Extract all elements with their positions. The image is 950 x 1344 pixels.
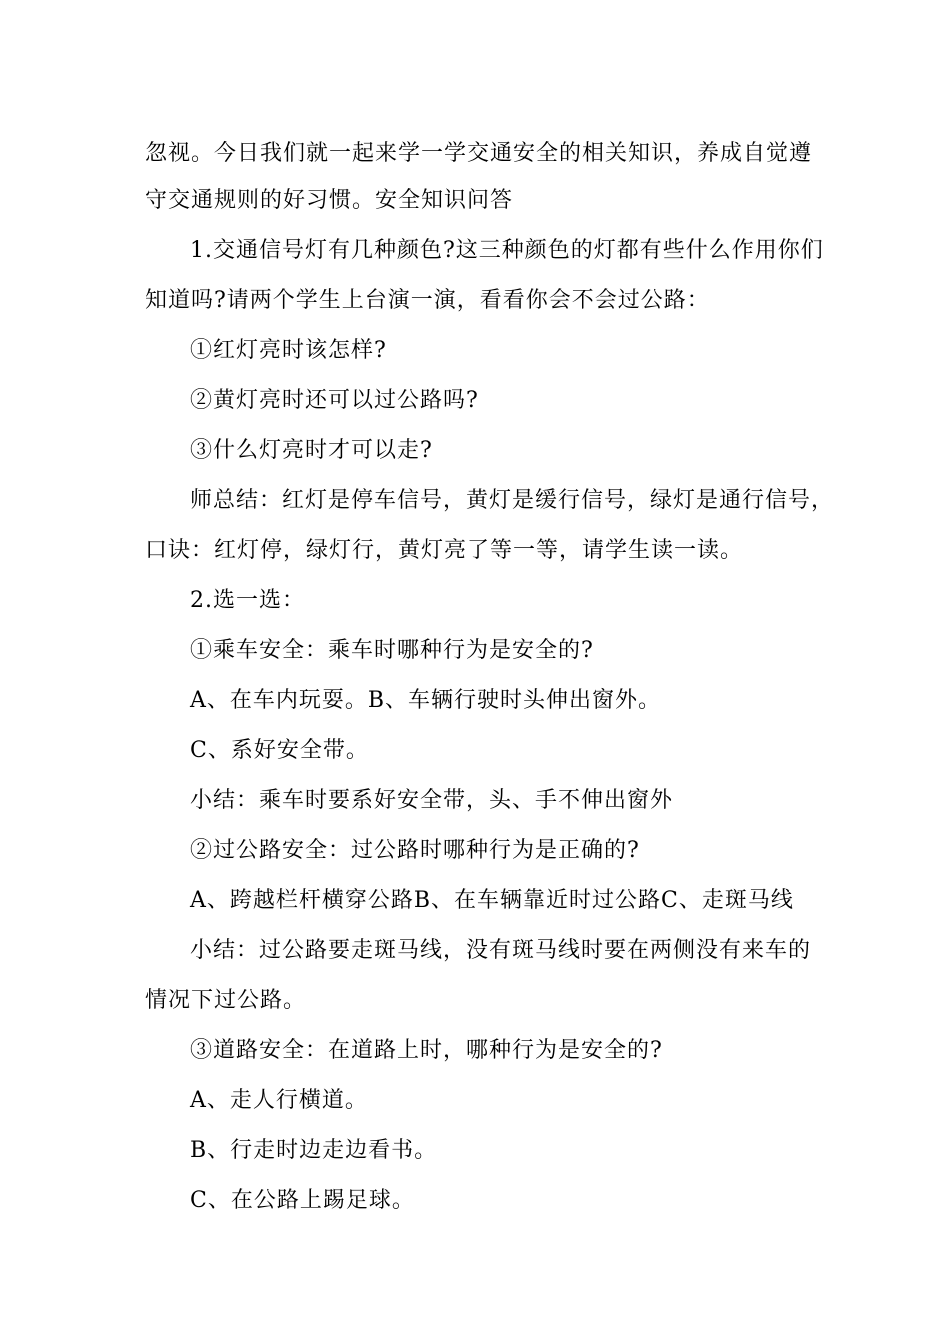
text-line-3: 1.交通信号灯有几种颜色?这三种颜色的灯都有些什么作用你们	[190, 238, 824, 263]
text-line-15: ②过公路安全：过公路时哪种行为是正确的?	[190, 838, 640, 863]
text-line-18: 情况下过公路。	[145, 988, 307, 1013]
text-line-19: ③道路安全：在道路上时，哪种行为是安全的?	[190, 1038, 663, 1063]
text-line-1: 忽视。今日我们就一起来学一学交通安全的相关知识，养成自觉遵	[145, 141, 813, 166]
text-line-17: 小结：过公路要走斑马线，没有斑马线时要在两侧没有来车的	[190, 938, 812, 963]
text-line-8: 师总结：红灯是停车信号，黄灯是缓行信号，绿灯是通行信号，	[190, 488, 835, 513]
text-line-7: ③什么灯亮时才可以走?	[190, 438, 433, 463]
text-line-16: A、跨越栏杆横穿公路B、在车辆靠近时过公路C、走斑马线	[190, 888, 794, 913]
text-line-13: C、系好安全带。	[190, 738, 369, 763]
text-line-9: 口诀：红灯停，绿灯行，黄灯亮了等一等，请学生读一读。	[145, 538, 744, 563]
text-line-11: ①乘车安全：乘车时哪种行为是安全的?	[190, 638, 594, 663]
text-line-4: 知道吗?请两个学生上台演一演，看看你会不会过公路：	[145, 288, 710, 313]
text-line-14: 小结：乘车时要系好安全带，头、手不伸出窗外	[190, 788, 674, 813]
text-line-10: 2.选一选：	[190, 588, 305, 613]
text-line-22: C、在公路上踢足球。	[190, 1188, 415, 1213]
text-line-12: A、在车内玩耍。B、车辆行驶时头伸出窗外。	[190, 688, 662, 713]
text-line-5: ①红灯亮时该怎样?	[190, 338, 387, 363]
text-line-20: A、走人行横道。	[190, 1088, 368, 1113]
text-line-2: 守交通规则的好习惯。安全知识问答	[145, 188, 514, 213]
text-line-21: B、行走时边走边看书。	[190, 1138, 438, 1163]
text-line-6: ②黄灯亮时还可以过公路吗?	[190, 388, 479, 413]
